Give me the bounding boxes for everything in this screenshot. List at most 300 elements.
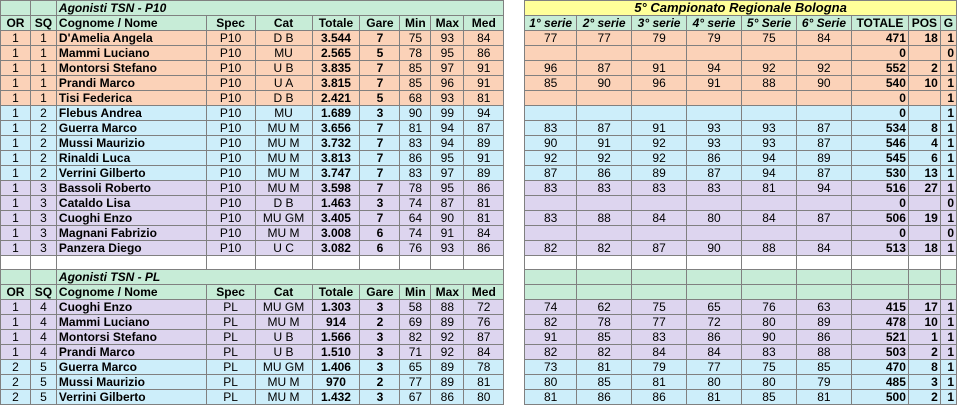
table-row[interactable] xyxy=(1,136,957,151)
max-cell[interactable]: 95 xyxy=(431,151,464,166)
med-cell[interactable]: 81 xyxy=(464,375,504,390)
name-cell[interactable]: Tisi Federica xyxy=(56,91,206,106)
series-score-cell[interactable]: 88 xyxy=(742,241,797,256)
series-score-cell[interactable]: 90 xyxy=(796,76,851,91)
series-score-cell[interactable] xyxy=(687,106,742,121)
max-cell[interactable]: 96 xyxy=(431,76,464,91)
g-cell[interactable]: 1 xyxy=(940,375,956,390)
series-score-cell[interactable]: 83 xyxy=(525,211,577,226)
column-header[interactable]: Med xyxy=(464,285,504,300)
gap-cell[interactable] xyxy=(504,151,525,166)
series-header[interactable]: G xyxy=(940,16,956,31)
totale-cell[interactable]: 3.747 xyxy=(312,166,360,181)
gap-cell[interactable] xyxy=(504,360,525,375)
g-cell[interactable]: 1 xyxy=(940,121,956,136)
series-score-cell[interactable]: 77 xyxy=(632,315,687,330)
empty-cell[interactable] xyxy=(940,285,956,300)
g-cell[interactable]: 1 xyxy=(940,360,956,375)
sq-cell[interactable]: 5 xyxy=(30,390,56,405)
totale-cell[interactable]: 1.432 xyxy=(312,390,360,405)
empty-cell[interactable] xyxy=(30,270,56,285)
cat-cell[interactable]: U B xyxy=(255,61,312,76)
name-cell[interactable]: Prandi Marco xyxy=(56,76,206,91)
series-score-cell[interactable] xyxy=(632,106,687,121)
table-row[interactable] xyxy=(1,61,957,76)
min-cell[interactable]: 83 xyxy=(400,166,431,181)
or-cell[interactable]: 1 xyxy=(1,345,31,360)
min-cell[interactable]: 68 xyxy=(400,91,431,106)
series-score-cell[interactable] xyxy=(687,91,742,106)
pos-cell[interactable]: 10 xyxy=(908,315,940,330)
empty-cell[interactable] xyxy=(940,270,956,285)
series-score-cell[interactable]: 73 xyxy=(525,360,577,375)
or-cell[interactable]: 1 xyxy=(1,226,31,241)
med-cell[interactable]: 84 xyxy=(464,31,504,46)
cat-cell[interactable]: MU GM xyxy=(255,300,312,315)
gare-cell[interactable]: 3 xyxy=(360,345,400,360)
series-score-cell[interactable]: 90 xyxy=(742,330,797,345)
series-header[interactable]: 3° serie xyxy=(632,16,687,31)
gap-cell[interactable] xyxy=(504,241,525,256)
column-header[interactable]: OR xyxy=(1,16,31,31)
pos-cell[interactable]: 17 xyxy=(908,300,940,315)
max-cell[interactable]: 87 xyxy=(431,196,464,211)
med-cell[interactable]: 91 xyxy=(464,61,504,76)
sq-cell[interactable]: 1 xyxy=(30,46,56,61)
name-cell[interactable]: Mammi Luciano xyxy=(56,315,206,330)
gap-cell[interactable] xyxy=(504,31,525,46)
totale-serie-cell[interactable]: 478 xyxy=(851,315,908,330)
series-score-cell[interactable] xyxy=(577,46,632,61)
column-header[interactable]: Min xyxy=(400,285,431,300)
series-score-cell[interactable]: 85 xyxy=(796,360,851,375)
or-cell[interactable]: 1 xyxy=(1,300,31,315)
g-cell[interactable]: 1 xyxy=(940,300,956,315)
series-score-cell[interactable]: 87 xyxy=(577,121,632,136)
totale-cell[interactable]: 3.813 xyxy=(312,151,360,166)
gare-cell[interactable]: 7 xyxy=(360,61,400,76)
totale-serie-cell[interactable]: 521 xyxy=(851,330,908,345)
name-cell[interactable]: Montorsi Stefano xyxy=(56,61,206,76)
g-cell[interactable]: 1 xyxy=(940,330,956,345)
series-score-cell[interactable]: 80 xyxy=(525,375,577,390)
name-cell[interactable]: Bassoli Roberto xyxy=(56,181,206,196)
g-cell[interactable]: 1 xyxy=(940,390,956,405)
series-score-cell[interactable]: 76 xyxy=(742,300,797,315)
or-cell[interactable]: 1 xyxy=(1,46,31,61)
series-header[interactable]: 1° serie xyxy=(525,16,577,31)
series-score-cell[interactable]: 85 xyxy=(742,390,797,405)
series-score-cell[interactable]: 82 xyxy=(525,345,577,360)
spec-cell[interactable]: PL xyxy=(206,300,255,315)
pos-cell[interactable]: 13 xyxy=(908,166,940,181)
column-header[interactable]: Max xyxy=(431,285,464,300)
med-cell[interactable]: 91 xyxy=(464,151,504,166)
empty-cell[interactable] xyxy=(851,285,908,300)
totale-serie-cell[interactable]: 546 xyxy=(851,136,908,151)
column-header[interactable]: Totale xyxy=(312,16,360,31)
series-score-cell[interactable] xyxy=(525,196,577,211)
name-cell[interactable]: D'Amelia Angela xyxy=(56,31,206,46)
sq-cell[interactable]: 4 xyxy=(30,315,56,330)
series-score-cell[interactable]: 87 xyxy=(632,241,687,256)
or-cell[interactable]: 1 xyxy=(1,121,31,136)
series-score-cell[interactable]: 82 xyxy=(577,241,632,256)
series-score-cell[interactable]: 86 xyxy=(687,330,742,345)
or-cell[interactable]: 1 xyxy=(1,166,31,181)
spec-cell[interactable]: P10 xyxy=(206,76,255,91)
series-score-cell[interactable] xyxy=(577,106,632,121)
series-score-cell[interactable] xyxy=(742,196,797,211)
spec-cell[interactable]: PL xyxy=(206,390,255,405)
empty-cell[interactable] xyxy=(742,256,797,270)
gare-cell[interactable]: 6 xyxy=(360,241,400,256)
name-cell[interactable]: Cuoghi Enzo xyxy=(56,211,206,226)
series-score-cell[interactable]: 75 xyxy=(742,360,797,375)
med-cell[interactable]: 84 xyxy=(464,226,504,241)
series-score-cell[interactable]: 96 xyxy=(525,61,577,76)
series-score-cell[interactable]: 82 xyxy=(577,345,632,360)
med-cell[interactable]: 81 xyxy=(464,211,504,226)
gare-cell[interactable]: 3 xyxy=(360,330,400,345)
totale-cell[interactable]: 1.566 xyxy=(312,330,360,345)
column-header[interactable]: Gare xyxy=(360,16,400,31)
or-cell[interactable]: 1 xyxy=(1,106,31,121)
totale-cell[interactable]: 1.463 xyxy=(312,196,360,211)
max-cell[interactable]: 89 xyxy=(431,375,464,390)
empty-cell[interactable] xyxy=(796,285,851,300)
totale-serie-cell[interactable]: 506 xyxy=(851,211,908,226)
or-cell[interactable]: 1 xyxy=(1,330,31,345)
gap-cell[interactable] xyxy=(504,196,525,211)
totale-serie-cell[interactable]: 0 xyxy=(851,226,908,241)
cat-cell[interactable]: D B xyxy=(255,31,312,46)
totale-cell[interactable]: 914 xyxy=(312,315,360,330)
gare-cell[interactable]: 3 xyxy=(360,300,400,315)
column-header[interactable]: Spec xyxy=(206,16,255,31)
max-cell[interactable]: 92 xyxy=(431,330,464,345)
series-score-cell[interactable] xyxy=(796,106,851,121)
spec-cell[interactable]: P10 xyxy=(206,151,255,166)
series-header[interactable]: 2° serie xyxy=(577,16,632,31)
empty-cell[interactable] xyxy=(687,285,742,300)
empty-cell[interactable] xyxy=(525,256,577,270)
med-cell[interactable]: 89 xyxy=(464,166,504,181)
series-score-cell[interactable] xyxy=(577,226,632,241)
pos-cell[interactable] xyxy=(908,106,940,121)
series-score-cell[interactable]: 72 xyxy=(687,315,742,330)
series-header[interactable]: 5° Serie xyxy=(742,16,797,31)
column-header[interactable]: Med xyxy=(464,16,504,31)
min-cell[interactable]: 67 xyxy=(400,390,431,405)
table-row[interactable] xyxy=(1,375,957,390)
spec-cell[interactable]: P10 xyxy=(206,106,255,121)
pos-cell[interactable] xyxy=(908,91,940,106)
totale-serie-cell[interactable]: 516 xyxy=(851,181,908,196)
min-cell[interactable]: 77 xyxy=(400,375,431,390)
sq-cell[interactable]: 3 xyxy=(30,226,56,241)
or-cell[interactable]: 1 xyxy=(1,241,31,256)
or-cell[interactable]: 1 xyxy=(1,136,31,151)
gare-cell[interactable]: 2 xyxy=(360,375,400,390)
gap-cell[interactable] xyxy=(504,390,525,405)
empty-cell[interactable] xyxy=(1,1,31,16)
med-cell[interactable]: 87 xyxy=(464,330,504,345)
min-cell[interactable]: 78 xyxy=(400,46,431,61)
table-row[interactable] xyxy=(1,76,957,91)
totale-cell[interactable]: 1.406 xyxy=(312,360,360,375)
totale-cell[interactable]: 1.510 xyxy=(312,345,360,360)
series-score-cell[interactable]: 65 xyxy=(687,300,742,315)
series-score-cell[interactable]: 86 xyxy=(687,151,742,166)
series-score-cell[interactable]: 90 xyxy=(687,241,742,256)
series-score-cell[interactable]: 87 xyxy=(687,166,742,181)
max-cell[interactable]: 89 xyxy=(431,315,464,330)
series-score-cell[interactable]: 80 xyxy=(742,315,797,330)
or-cell[interactable]: 2 xyxy=(1,390,31,405)
series-score-cell[interactable] xyxy=(632,226,687,241)
gap-cell[interactable] xyxy=(504,300,525,315)
series-score-cell[interactable]: 86 xyxy=(632,390,687,405)
gare-cell[interactable]: 7 xyxy=(360,121,400,136)
empty-cell[interactable] xyxy=(940,256,956,270)
empty-cell[interactable] xyxy=(908,270,940,285)
pos-cell[interactable]: 18 xyxy=(908,31,940,46)
pos-cell[interactable]: 1 xyxy=(908,330,940,345)
series-score-cell[interactable]: 84 xyxy=(742,211,797,226)
med-cell[interactable]: 94 xyxy=(464,106,504,121)
empty-cell[interactable] xyxy=(360,256,400,270)
name-cell[interactable]: Cuoghi Enzo xyxy=(56,300,206,315)
totale-serie-cell[interactable]: 540 xyxy=(851,76,908,91)
totale-serie-cell[interactable]: 0 xyxy=(851,91,908,106)
series-score-cell[interactable] xyxy=(632,196,687,211)
pos-cell[interactable] xyxy=(908,226,940,241)
series-score-cell[interactable]: 85 xyxy=(525,76,577,91)
max-cell[interactable]: 94 xyxy=(431,136,464,151)
series-score-cell[interactable]: 93 xyxy=(742,136,797,151)
series-score-cell[interactable]: 92 xyxy=(632,151,687,166)
g-cell[interactable]: 1 xyxy=(940,106,956,121)
series-score-cell[interactable]: 77 xyxy=(687,360,742,375)
series-score-cell[interactable]: 83 xyxy=(632,181,687,196)
g-cell[interactable]: 1 xyxy=(940,31,956,46)
min-cell[interactable]: 81 xyxy=(400,121,431,136)
empty-cell[interactable] xyxy=(577,285,632,300)
section-title[interactable]: Agonisti TSN - PL xyxy=(56,270,503,285)
gap-cell[interactable] xyxy=(504,256,525,270)
spec-cell[interactable]: P10 xyxy=(206,226,255,241)
series-score-cell[interactable]: 89 xyxy=(632,166,687,181)
spec-cell[interactable]: P10 xyxy=(206,46,255,61)
cat-cell[interactable]: MU M xyxy=(255,226,312,241)
empty-cell[interactable] xyxy=(632,285,687,300)
sq-cell[interactable]: 2 xyxy=(30,136,56,151)
series-score-cell[interactable]: 85 xyxy=(577,375,632,390)
series-score-cell[interactable]: 94 xyxy=(742,166,797,181)
spec-cell[interactable]: PL xyxy=(206,345,255,360)
empty-cell[interactable] xyxy=(1,270,31,285)
g-cell[interactable]: 1 xyxy=(940,76,956,91)
empty-cell[interactable] xyxy=(525,285,577,300)
sq-cell[interactable]: 4 xyxy=(30,345,56,360)
cat-cell[interactable]: MU M xyxy=(255,151,312,166)
series-score-cell[interactable]: 91 xyxy=(632,121,687,136)
name-cell[interactable]: Prandi Marco xyxy=(56,345,206,360)
series-score-cell[interactable] xyxy=(525,91,577,106)
totale-cell[interactable]: 3.815 xyxy=(312,76,360,91)
or-cell[interactable]: 1 xyxy=(1,151,31,166)
max-cell[interactable]: 92 xyxy=(431,345,464,360)
or-cell[interactable]: 1 xyxy=(1,61,31,76)
totale-cell[interactable]: 1.689 xyxy=(312,106,360,121)
med-cell[interactable]: 72 xyxy=(464,300,504,315)
empty-cell[interactable] xyxy=(796,256,851,270)
max-cell[interactable]: 95 xyxy=(431,181,464,196)
totale-serie-cell[interactable]: 530 xyxy=(851,166,908,181)
series-score-cell[interactable]: 87 xyxy=(577,61,632,76)
totale-serie-cell[interactable]: 0 xyxy=(851,106,908,121)
series-score-cell[interactable]: 92 xyxy=(525,151,577,166)
or-cell[interactable]: 1 xyxy=(1,196,31,211)
name-cell[interactable]: Cataldo Lisa xyxy=(56,196,206,211)
pos-cell[interactable]: 8 xyxy=(908,360,940,375)
or-cell[interactable]: 2 xyxy=(1,360,31,375)
table-row[interactable] xyxy=(1,345,957,360)
series-score-cell[interactable]: 83 xyxy=(525,121,577,136)
g-cell[interactable]: 0 xyxy=(940,46,956,61)
or-cell[interactable]: 2 xyxy=(1,375,31,390)
series-score-cell[interactable]: 85 xyxy=(577,330,632,345)
gare-cell[interactable]: 7 xyxy=(360,181,400,196)
series-score-cell[interactable]: 81 xyxy=(796,390,851,405)
series-score-cell[interactable]: 84 xyxy=(796,241,851,256)
spec-cell[interactable]: P10 xyxy=(206,241,255,256)
totale-cell[interactable]: 3.656 xyxy=(312,121,360,136)
table-row[interactable] xyxy=(1,121,957,136)
spec-cell[interactable]: P10 xyxy=(206,91,255,106)
or-cell[interactable]: 1 xyxy=(1,181,31,196)
gap-cell[interactable] xyxy=(504,61,525,76)
cat-cell[interactable]: U C xyxy=(255,241,312,256)
sq-cell[interactable]: 1 xyxy=(30,61,56,76)
series-score-cell[interactable]: 88 xyxy=(742,76,797,91)
cat-cell[interactable]: MU M xyxy=(255,390,312,405)
series-score-cell[interactable]: 84 xyxy=(687,345,742,360)
series-score-cell[interactable]: 87 xyxy=(796,136,851,151)
totale-serie-cell[interactable]: 503 xyxy=(851,345,908,360)
series-score-cell[interactable]: 88 xyxy=(577,211,632,226)
totale-serie-cell[interactable]: 471 xyxy=(851,31,908,46)
series-score-cell[interactable] xyxy=(632,46,687,61)
column-header[interactable]: Cognome / Nome xyxy=(56,285,206,300)
gap-cell[interactable] xyxy=(504,181,525,196)
empty-cell[interactable] xyxy=(30,256,56,270)
max-cell[interactable]: 90 xyxy=(431,211,464,226)
or-cell[interactable]: 1 xyxy=(1,76,31,91)
or-cell[interactable]: 1 xyxy=(1,91,31,106)
empty-cell[interactable] xyxy=(577,256,632,270)
totale-serie-cell[interactable]: 552 xyxy=(851,61,908,76)
column-header[interactable]: SQ xyxy=(30,16,56,31)
empty-cell[interactable] xyxy=(632,256,687,270)
pos-cell[interactable]: 4 xyxy=(908,136,940,151)
cat-cell[interactable]: U B xyxy=(255,330,312,345)
gare-cell[interactable]: 7 xyxy=(360,31,400,46)
series-score-cell[interactable] xyxy=(742,91,797,106)
series-score-cell[interactable]: 83 xyxy=(577,181,632,196)
cat-cell[interactable]: MU M xyxy=(255,166,312,181)
gap-cell[interactable] xyxy=(504,285,525,300)
series-score-cell[interactable] xyxy=(525,106,577,121)
gap-cell[interactable] xyxy=(504,46,525,61)
series-score-cell[interactable] xyxy=(742,226,797,241)
max-cell[interactable]: 89 xyxy=(431,360,464,375)
gare-cell[interactable]: 3 xyxy=(360,106,400,121)
max-cell[interactable]: 99 xyxy=(431,106,464,121)
g-cell[interactable]: 1 xyxy=(940,315,956,330)
spec-cell[interactable]: P10 xyxy=(206,166,255,181)
med-cell[interactable]: 80 xyxy=(464,390,504,405)
pos-cell[interactable] xyxy=(908,196,940,211)
series-score-cell[interactable]: 83 xyxy=(525,181,577,196)
g-cell[interactable]: 1 xyxy=(940,211,956,226)
series-score-cell[interactable]: 91 xyxy=(687,76,742,91)
spec-cell[interactable]: PL xyxy=(206,315,255,330)
series-score-cell[interactable]: 84 xyxy=(632,211,687,226)
series-score-cell[interactable]: 81 xyxy=(687,390,742,405)
series-score-cell[interactable]: 87 xyxy=(796,166,851,181)
table-row[interactable] xyxy=(1,181,957,196)
max-cell[interactable]: 93 xyxy=(431,31,464,46)
series-score-cell[interactable]: 74 xyxy=(525,300,577,315)
spec-cell[interactable]: PL xyxy=(206,375,255,390)
series-score-cell[interactable] xyxy=(796,196,851,211)
series-score-cell[interactable]: 87 xyxy=(796,121,851,136)
min-cell[interactable]: 76 xyxy=(400,241,431,256)
name-cell[interactable]: Flebus Andrea xyxy=(56,106,206,121)
g-cell[interactable]: 0 xyxy=(940,196,956,211)
series-score-cell[interactable]: 80 xyxy=(687,211,742,226)
med-cell[interactable]: 89 xyxy=(464,136,504,151)
totale-serie-cell[interactable]: 545 xyxy=(851,151,908,166)
totale-cell[interactable]: 970 xyxy=(312,375,360,390)
spec-cell[interactable]: PL xyxy=(206,360,255,375)
table-row[interactable] xyxy=(1,211,957,226)
series-score-cell[interactable]: 79 xyxy=(796,375,851,390)
series-score-cell[interactable]: 93 xyxy=(687,136,742,151)
sq-cell[interactable]: 1 xyxy=(30,31,56,46)
totale-serie-cell[interactable]: 470 xyxy=(851,360,908,375)
med-cell[interactable]: 81 xyxy=(464,91,504,106)
sq-cell[interactable]: 4 xyxy=(30,330,56,345)
table-row[interactable] xyxy=(1,46,957,61)
series-score-cell[interactable] xyxy=(796,226,851,241)
table-row[interactable] xyxy=(1,151,957,166)
min-cell[interactable]: 69 xyxy=(400,315,431,330)
series-score-cell[interactable]: 79 xyxy=(687,31,742,46)
gap-cell[interactable] xyxy=(504,76,525,91)
empty-cell[interactable] xyxy=(577,270,632,285)
sq-cell[interactable]: 2 xyxy=(30,121,56,136)
empty-cell[interactable] xyxy=(851,256,908,270)
spec-cell[interactable]: P10 xyxy=(206,136,255,151)
gare-cell[interactable]: 5 xyxy=(360,91,400,106)
series-score-cell[interactable]: 81 xyxy=(632,375,687,390)
series-score-cell[interactable] xyxy=(687,46,742,61)
gap-cell[interactable] xyxy=(504,16,525,31)
series-score-cell[interactable]: 81 xyxy=(577,360,632,375)
